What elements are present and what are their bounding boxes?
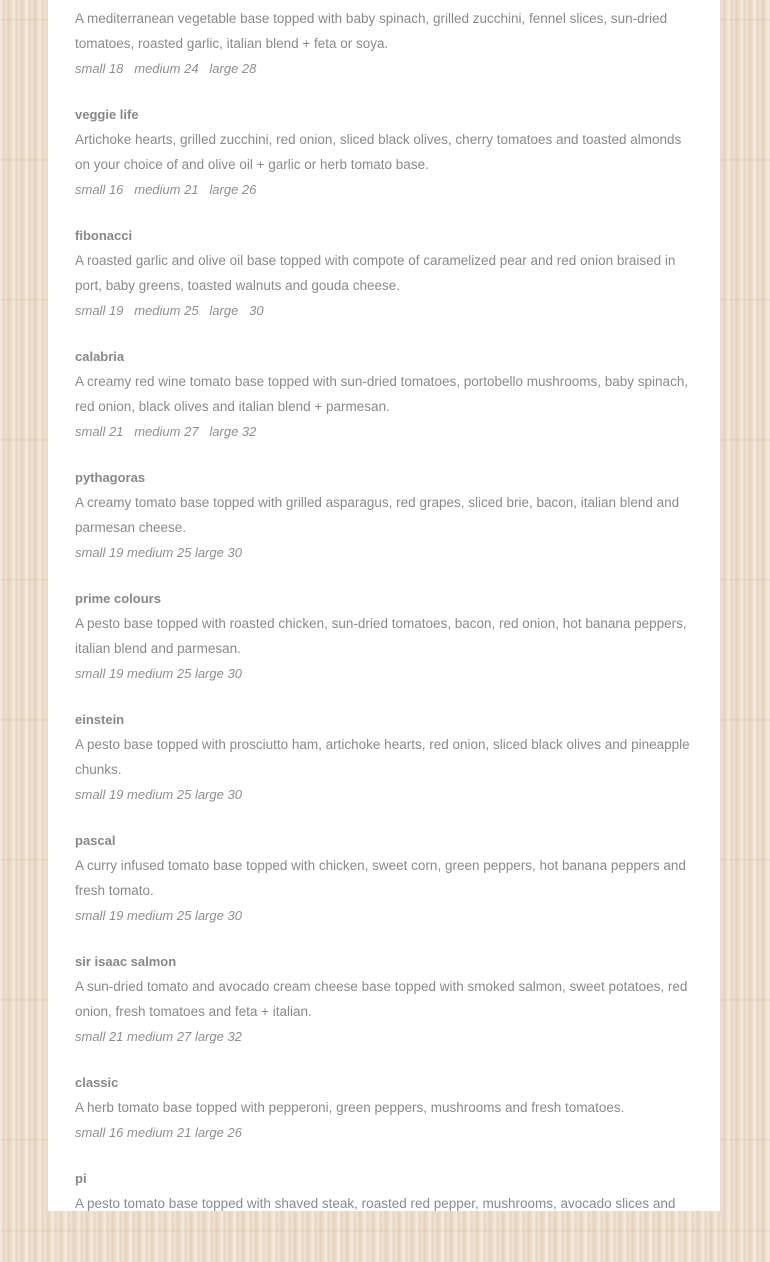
pizza-description: A creamy red wine tomato base topped with sun-dried tomatoes, portobello mushrooms, baby spinach, red onion, black olives and italian blend + parmesan. xyxy=(75,374,689,414)
menu-item-veggie-life xyxy=(75,102,697,202)
pizza-menu-list xyxy=(75,0,697,1262)
pizza-description: A sun-dried tomato and avocado cream cheese base topped with smoked salmon, sweet potatoes, red onion, fresh tomatoes and feta + italian. xyxy=(75,979,688,1019)
menu-item-sir-isaac-salmon xyxy=(75,949,697,1049)
pizza-prices: small 19 medium 25 large 30 xyxy=(75,908,242,923)
pizza-prices: small 16 medium 21 large 26 xyxy=(75,1125,242,1140)
pizza-name: fibonacci xyxy=(75,228,133,243)
pizza-prices: small 21 medium 27 large 32 xyxy=(75,424,257,439)
pizza-name: veggie life xyxy=(75,107,139,122)
pizza-prices: small 19 medium 25 large 30 xyxy=(75,666,242,681)
pizza-description: A pesto base topped with prosciutto ham, artichoke hearts, red onion, sliced black olives and pineapple chunks. xyxy=(75,737,690,777)
pizza-description: A roasted garlic and olive oil base topped with compote of caramelized pear and red onion braised in port, baby greens, toasted walnuts and gouda cheese. xyxy=(75,253,676,293)
menu-item-einstein xyxy=(75,707,697,807)
pizza-description: A pesto tomato base topped with shaved steak, roasted red pepper, mushrooms, avocado slices and xyxy=(75,1196,676,1211)
menu-item-prime-colours xyxy=(75,586,697,686)
menu-item-calabria xyxy=(75,344,697,444)
pizza-description: A herb tomato base topped with pepperoni, green peppers, mushrooms and fresh tomatoes. xyxy=(75,1100,625,1115)
pizza-name: pythagoras xyxy=(75,470,146,485)
pizza-description: Artichoke hearts, grilled zucchini, red onion, sliced black olives, cherry tomatoes and toasted almonds on your choice of and olive oil + garlic or herb tomato base. xyxy=(75,132,682,172)
pizza-prices: small 21 medium 27 large 32 xyxy=(75,1029,242,1044)
menu-item-archimedes xyxy=(75,0,697,81)
pizza-prices: small 19 medium 25 large 30 xyxy=(75,787,242,802)
pizza-description: A curry infused tomato base topped with chicken, sweet corn, green peppers, hot banana peppers and fresh tomato. xyxy=(75,858,686,898)
menu-panel xyxy=(47,0,721,1211)
menu-item-fibonacci xyxy=(75,223,697,323)
pizza-prices: small 16 medium 21 large 26 xyxy=(75,182,257,197)
pizza-prices xyxy=(75,1216,697,1241)
pizza-name: einstein xyxy=(75,712,125,727)
menu-item-classic xyxy=(75,1070,697,1145)
pizza-description: A mediterranean vegetable base topped with baby spinach, grilled zucchini, fennel slices, sun-dried tomatoes, roasted garlic, italian blend + feta or soya. xyxy=(75,11,668,51)
pizza-prices: small 18 medium 24 large 28 xyxy=(75,61,257,76)
pizza-name: pascal xyxy=(75,833,116,848)
pizza-name: sir isaac salmon xyxy=(75,954,177,969)
pizza-prices: small 19 medium 25 large 30 xyxy=(75,303,264,318)
pizza-name: classic xyxy=(75,1075,119,1090)
pizza-description: A pesto base topped with roasted chicken, sun-dried tomatoes, bacon, red onion, hot banana peppers, italian blend and parmesan. xyxy=(75,616,687,656)
menu-item-pythagoras xyxy=(75,465,697,565)
pizza-name: prime colours xyxy=(75,591,161,606)
pizza-name: calabria xyxy=(75,349,125,364)
pizza-name: pi xyxy=(75,1171,87,1186)
pizza-prices: small 19 medium 25 large 30 xyxy=(75,545,242,560)
menu-item-pi xyxy=(75,1166,697,1241)
pizza-description: A creamy tomato base topped with grilled asparagus, red grapes, sliced brie, bacon, italian blend and parmesan cheese. xyxy=(75,495,680,535)
menu-item-pascal xyxy=(75,828,697,928)
